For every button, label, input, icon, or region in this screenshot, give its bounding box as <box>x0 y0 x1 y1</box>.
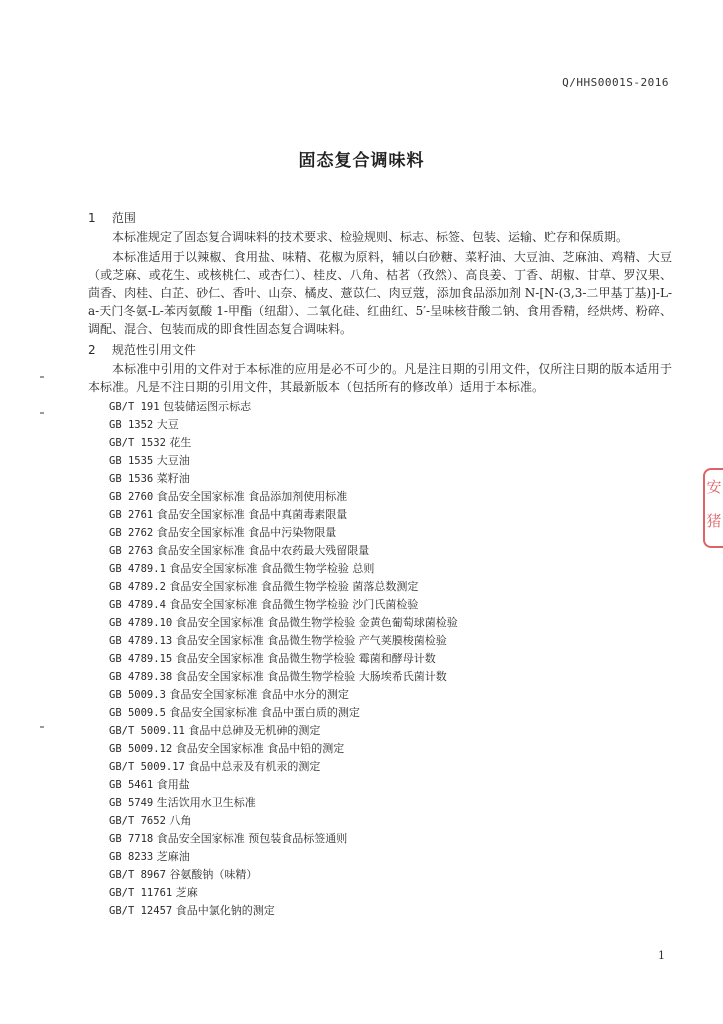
reference-code: GB/T 5009.11 <box>109 725 185 737</box>
reference-code: GB 4789.1 <box>109 563 166 575</box>
margin-mark <box>40 412 44 414</box>
reference-title: 食品安全国家标准 食品中蛋白质的测定 <box>169 706 360 719</box>
reference-item <box>109 758 672 776</box>
reference-code: GB 2762 <box>109 527 154 539</box>
reference-title: 食品中氯化钠的测定 <box>175 904 275 917</box>
reference-title: 食用盐 <box>156 778 190 791</box>
section-number: 1 <box>88 211 96 225</box>
reference-title: 大豆 <box>156 418 179 431</box>
reference-code: GB 7718 <box>109 833 154 845</box>
reference-title: 花生 <box>169 436 192 449</box>
section-title: 规范性引用文件 <box>111 343 196 357</box>
reference-item <box>109 434 672 452</box>
reference-item <box>109 614 672 632</box>
reference-item <box>109 884 672 902</box>
reference-title: 食品安全国家标准 食品中真菌毒素限量 <box>156 508 348 521</box>
reference-code: GB/T 12457 <box>109 905 173 917</box>
stamp-char: 猪 <box>706 512 722 530</box>
reference-list <box>88 398 672 920</box>
reference-title: 食品中总砷及无机砷的测定 <box>188 724 321 737</box>
section-heading-scope <box>88 208 672 228</box>
reference-item <box>109 542 672 560</box>
reference-title: 食品安全国家标准 食品微生物学检验 菌落总数测定 <box>169 580 419 593</box>
reference-title: 谷氨酸钠（味精） <box>169 868 258 881</box>
reference-item <box>109 830 672 848</box>
reference-item <box>109 686 672 704</box>
reference-item <box>109 902 672 920</box>
reference-item <box>109 866 672 884</box>
reference-title: 食品安全国家标准 食品中铅的测定 <box>175 742 345 755</box>
stamp-char: 安 <box>706 478 722 496</box>
reference-item <box>109 488 672 506</box>
reference-title: 食品安全国家标准 食品中农药最大残留限量 <box>156 544 370 557</box>
reference-code: GB 5461 <box>109 779 154 791</box>
reference-code: GB 5009.12 <box>109 743 173 755</box>
section-title: 范围 <box>111 211 136 225</box>
section-number: 2 <box>88 343 96 357</box>
reference-code: GB 1352 <box>109 419 154 431</box>
page-title: 固态复合调味料 <box>298 151 425 171</box>
reference-code: GB/T 5009.17 <box>109 761 185 773</box>
reference-code: GB 2760 <box>109 491 154 503</box>
reference-code: GB/T 8967 <box>109 869 166 881</box>
reference-code: GB 5009.5 <box>109 707 166 719</box>
reference-title: 食品安全国家标准 食品添加剂使用标准 <box>156 490 348 503</box>
reference-title: 食品安全国家标准 食品微生物学检验 沙门氏菌检验 <box>169 598 419 611</box>
reference-item <box>109 416 672 434</box>
page-number: 1 <box>658 949 665 962</box>
reference-item <box>109 812 672 830</box>
seal-stamp <box>703 468 723 548</box>
reference-code: GB 2761 <box>109 509 154 521</box>
section-heading-normative <box>88 340 672 360</box>
reference-item <box>109 560 672 578</box>
reference-title: 生活饮用水卫生标准 <box>156 796 256 809</box>
reference-item <box>109 470 672 488</box>
document-code: Q/HHS0001S-2016 <box>562 76 669 89</box>
reference-title: 食品安全国家标准 食品中水分的测定 <box>169 688 349 701</box>
reference-title: 食品安全国家标准 预包装食品标签通则 <box>156 832 348 845</box>
reference-code: GB/T 1532 <box>109 437 166 449</box>
reference-item <box>109 650 672 668</box>
reference-code: GB 4789.15 <box>109 653 173 665</box>
scope-paragraph: 本标准适用于以辣椒、食用盐、味精、花椒为原料，辅以白砂糖、菜籽油、大豆油、芝麻油、鸡精、大豆（或芝麻、或花生、或核桃仁、或杏仁）、桂皮、八角、枯茗（孜然）、高良姜、丁香、胡椒、甘草、罗汉果、茴香、肉桂、白芷、砂仁、香叶、山奈、橘皮、薏苡仁、肉豆蔻，添加食品添加剂 N-[N-(3,3-二甲基丁基)]-L-a-天门冬氨-L-苯丙氨酸 1-甲酯（纽甜）、二氧化硅、红曲红、5′-呈味核苷酸二钠、食用香精，经烘烤、粉碎、调配、混合、包装而成的即食性固态复合调味料。 <box>88 250 672 336</box>
reference-title: 八角 <box>169 814 192 827</box>
reference-code: GB/T 11761 <box>109 887 173 899</box>
reference-title: 食品安全国家标准 食品微生物学检验 金黄色葡萄球菌检验 <box>175 616 458 629</box>
reference-code: GB 4789.38 <box>109 671 173 683</box>
reference-title: 包装储运图示标志 <box>163 400 252 413</box>
reference-code: GB/T 191 <box>109 401 160 413</box>
reference-item <box>109 668 672 686</box>
reference-item <box>109 776 672 794</box>
normative-paragraph: 本标准中引用的文件对于本标准的应用是必不可少的。凡是注日期的引用文件，仅所注日期的版本适用于本标准。凡是不注日期的引用文件，其最新版本（包括所有的修改单）适用于本标准。 <box>88 362 672 394</box>
reference-code: GB 2763 <box>109 545 154 557</box>
reference-title: 食品安全国家标准 食品微生物学检验 产气荚膜梭菌检验 <box>175 634 447 647</box>
reference-item <box>109 632 672 650</box>
reference-code: GB/T 7652 <box>109 815 166 827</box>
reference-item <box>109 848 672 866</box>
reference-title: 芝麻油 <box>156 850 190 863</box>
reference-title: 菜籽油 <box>156 472 190 485</box>
reference-item <box>109 722 672 740</box>
reference-title: 食品安全国家标准 食品微生物学检验 总则 <box>169 562 375 575</box>
reference-title: 大豆油 <box>156 454 190 467</box>
reference-code: GB 5749 <box>109 797 154 809</box>
reference-title: 食品安全国家标准 食品微生物学检验 霉菌和酵母计数 <box>175 652 436 665</box>
reference-item <box>109 398 672 416</box>
document-body <box>88 208 672 920</box>
margin-mark <box>40 726 44 728</box>
reference-code: GB 4789.13 <box>109 635 173 647</box>
margin-mark <box>40 376 44 378</box>
reference-code: GB 8233 <box>109 851 154 863</box>
reference-item <box>109 794 672 812</box>
scope-paragraph: 本标准规定了固态复合调味料的技术要求、检验规则、标志、标签、包装、运输、贮存和保质期。 <box>112 230 629 244</box>
reference-item <box>109 704 672 722</box>
reference-title: 芝麻 <box>175 886 198 899</box>
reference-item <box>109 596 672 614</box>
reference-item <box>109 524 672 542</box>
reference-code: GB 1536 <box>109 473 154 485</box>
reference-title: 食品安全国家标准 食品中污染物限量 <box>156 526 337 539</box>
reference-code: GB 4789.2 <box>109 581 166 593</box>
reference-item <box>109 452 672 470</box>
reference-title: 食品中总汞及有机汞的测定 <box>188 760 321 773</box>
reference-item <box>109 506 672 524</box>
reference-item <box>109 578 672 596</box>
reference-title: 食品安全国家标准 食品微生物学检验 大肠埃希氏菌计数 <box>175 670 447 683</box>
reference-item <box>109 740 672 758</box>
reference-code: GB 5009.3 <box>109 689 166 701</box>
reference-code: GB 1535 <box>109 455 154 467</box>
reference-code: GB 4789.10 <box>109 617 173 629</box>
reference-code: GB 4789.4 <box>109 599 166 611</box>
